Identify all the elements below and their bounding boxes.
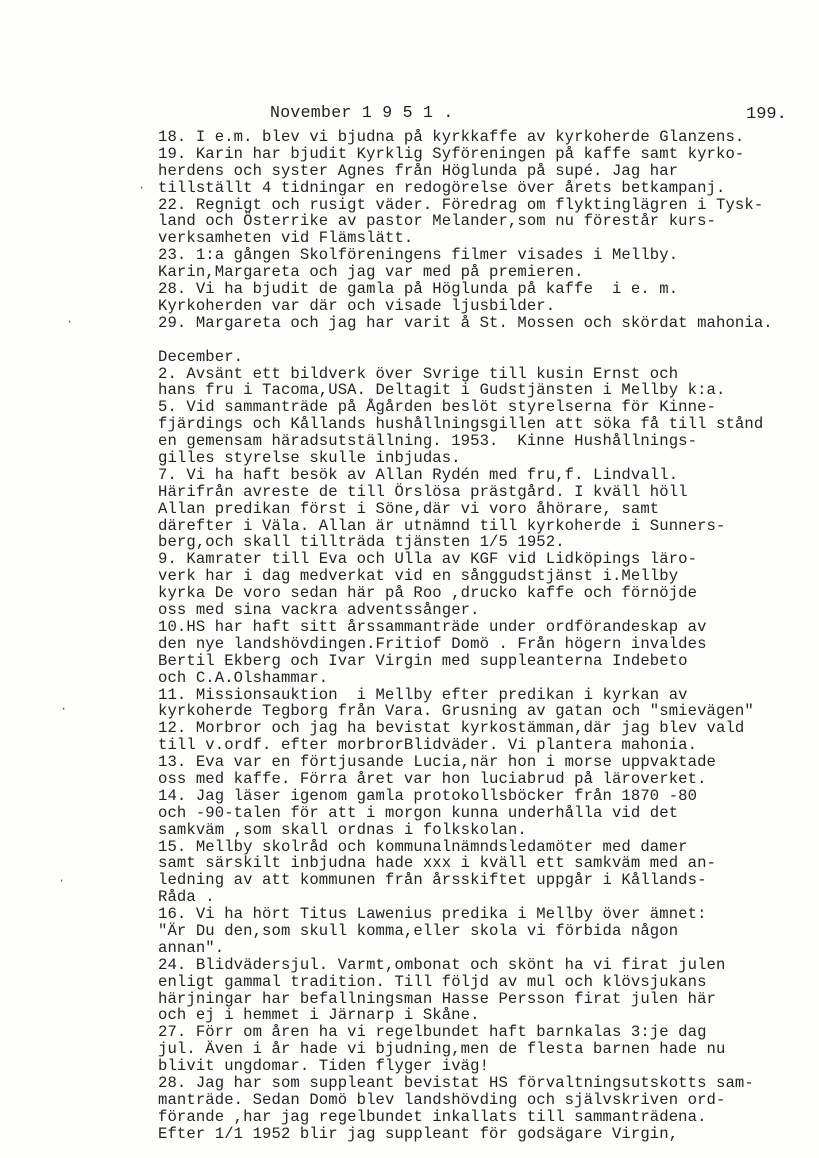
text-line: 5. Vid sammanträde på Ågården beslöt styrelserna för Kinne- [158,398,717,417]
text-line: samt särskilt inbjudna hade xxx i kväll ett samkväm med an- [158,854,717,873]
text-line: 28. Jag har som suppleant bevistat HS förvaltningsutskotts sam- [158,1073,754,1092]
text-line: Kyrkoherden var där och visade ljusbilder. [158,296,556,315]
text-line: hans fru i Tacoma,USA. Deltagit i Gudstjänsten i Mellby k:a. [158,381,726,400]
text-line: samkväm ,som skall ordnas i folkskolan. [158,820,527,839]
text-line: en gemensam häradsutställning. 1953. Kinne Hushållnings- [158,432,698,451]
text-line: 7. Vi ha haft besök av Allan Rydén med fru,f. Lindvall. [158,465,679,484]
text-line: oss med kaffe. Förra året var hon luciabrud på läroverket. [158,769,707,788]
text-line: och -90-talen för att i morgon kunna underhålla vid det [158,803,679,822]
text-line: därefter i Väla. Allan är utnämnd till kyrkoherde i Sunners- [158,516,726,535]
text-line: Allan predikan först i Söne,där vi voro åhörare, samt [158,499,660,518]
text-line: till v.ordf. efter morbrorBlidväder. Vi planterа mahonia. [158,736,698,755]
text-line: 27. Förr om åren ha vi regelbundet haft barnkalas 3:je dag [158,1023,707,1042]
text-line: verk har i dag medverkat vid en sånggudstjänst i.Mellby [158,567,679,586]
scan-speck: · [60,702,68,716]
text-line: land och Österrike av pastor Melander,som nu förestår kurs- [158,212,717,231]
text-line: annan". [158,938,225,957]
text-line: 13. Eva var en förtjusande Lucia,när hon i morse uppvaktade [158,753,717,772]
text-line: 10.HS har haft sitt årssammanträde under ordförandeskap av [158,617,707,636]
text-line: ledning av att kommunen från årsskiftet uppgår i Kållands- [158,871,707,890]
text-line: Efter 1/1 1952 blir jag suppleant för godsägare Virgin, [158,1124,679,1143]
text-line: 18. I e.m. blev vi bjudna på kyrkkaffe av kyrkoherde Glanzens. [158,128,745,146]
text-line: 19. Karin har bjudit Kyrklig Syföreningen på kaffe samt kyrko- [158,144,745,163]
text-line: 24. Blidvädersjul. Varmt,ombonat och skönt ha vi firat julen [158,955,726,974]
text-line: blivit ungdomar. Tiden flyger iväg! [158,1057,490,1076]
text-line: 15. Mellby skolråd och kommunalnämndsledamöter med damer [158,837,688,856]
text-line: 12. Morbror och jag ha bevistat kyrkostämman,där jag blev vald [158,719,745,738]
text-line: "Är Du den,som skull komma,eller skola vi förbida någon [158,921,679,940]
month-heading-december: December. [158,347,244,366]
text-line: Råda . [158,888,215,907]
text-line: 14. Jag läser igenom gamla protokollsböcker från 1870 -80 [158,786,698,805]
text-line: 29. Margareta och jag har varit å St. Mossen och skördat mahonia. [158,313,773,332]
text-line: Bertil Ekberg och Ivar Virgin med suppleanterna Indebeto [158,651,688,670]
text-line: 2. Avsänt ett bildverk över Svrige till kusin Ernst och [158,364,679,383]
section-gap [158,332,818,349]
text-line: 23. 1:a gången Skolföreningens filmer visades i Mellby. [158,246,679,265]
text-line: förande ,har jag regelbundet inkallats till sammanträdena. [158,1107,707,1126]
scan-speck: · [66,315,74,329]
text-line: manträde. Sedan Domö blev landshövding och självskriven ord- [158,1090,726,1109]
text-line: fjärdings och Kållands hushållningsgillen att söka få till stånd [158,415,764,434]
text-line: 22. Regnigt och rusigt väder. Föredrag om flyktinglägren i Tysk- [158,195,764,214]
text-line: verksamheten vid Flämslätt. [158,229,414,248]
text-line: och C.A.Olshammar. [158,668,329,687]
text-line: berg,och skall tillträda tjänsten 1/5 1952. [158,533,565,552]
text-line: och ej i hemmet i Järnarp i Skåne. [158,1006,480,1025]
text-line: 11. Missionsauktion i Mellby efter predikan i kyrkan av [158,685,688,704]
text-line: Karin,Margareta och jag var med på premieren. [158,263,584,282]
text-line: 9. Kamrater till Eva och Ulla av KGF vid Lidköpings läro- [158,550,698,569]
scan-speck: · [138,181,146,195]
text-line: kyrka De voro sedan här på Roo ,drucko kaffe och förnöjde [158,584,698,603]
scan-speck: · [58,874,66,888]
text-line: herdens och syster Agnes från Höglunda på supé. Jag har [158,161,679,180]
text-line: oss med sina vackra adventssånger. [158,601,480,620]
text-line: Härifrån avreste de till Örslösa prästgård. I kväll höll [158,482,688,501]
text-line: kyrkoherde Tegborg från Vara. Grusning av gatan och "smievägen" [158,702,754,721]
text-line: den nye landshövdingen.Fritiof Domö . Från högern invaldes [158,634,707,653]
diary-text [158,129,818,1143]
text-line: 28. Vi ha bjudit de gamla på Höglunda på kaffe i e. m. [158,280,679,299]
text-line: gilles styrelse skulle inbjudas. [158,449,461,468]
text-line: enligt gammal tradition. Till följd av mul och klövsjukans [158,972,707,991]
text-line: tillställt 4 tidningar en redogörelse över årets betkampanj. [158,178,726,197]
page-number: 199. [746,105,787,124]
text-line: 16. Vi ha hört Titus Lawenius predika i Mellby över ämnet: [158,905,707,924]
text-line: jul. Även i år hade vi bjudning,men de flesta barnen hade nu [158,1040,726,1059]
page-header-month: November 1 9 5 1 . [270,103,454,122]
text-line: härjningar har befallningsman Hasse Persson firat julen här [158,989,717,1008]
